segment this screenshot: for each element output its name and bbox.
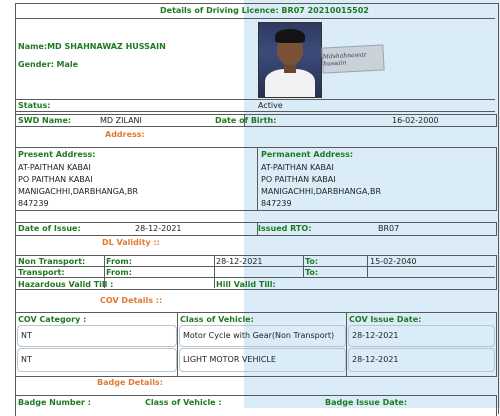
divider bbox=[303, 255, 304, 277]
cov-header-date: COV Issue Date: bbox=[349, 315, 422, 324]
present-address-label: Present Address: bbox=[18, 150, 96, 159]
non-transport-from-label: From: bbox=[106, 257, 132, 266]
issued-rto-label: Issued RTO: bbox=[258, 224, 312, 233]
cov-row-class: LIGHT MOTOR VEHICLE bbox=[183, 355, 276, 364]
transport-from-label: From: bbox=[106, 268, 132, 277]
present-address-line: 847239 bbox=[18, 199, 49, 208]
divider bbox=[214, 255, 215, 288]
badge-header-number: Badge Number : bbox=[18, 398, 91, 407]
swd-label: SWD Name: bbox=[18, 116, 72, 125]
permanent-address-line: PO PAITHAN KABAI bbox=[261, 175, 336, 184]
gender-row bbox=[18, 60, 78, 69]
divider bbox=[177, 312, 178, 376]
divider bbox=[15, 266, 495, 267]
badge-header-date: Badge Issue Date: bbox=[325, 398, 408, 407]
permanent-address-label: Permanent Address: bbox=[261, 150, 354, 159]
permanent-address-line: AT-PAITHAN KABAI bbox=[261, 163, 334, 172]
holder-photo bbox=[258, 22, 322, 98]
cov-row-category: NT bbox=[21, 331, 32, 340]
transport-label: Transport: bbox=[18, 268, 65, 277]
hill-label: Hill Valid Till: bbox=[216, 280, 276, 289]
transport-to-label: To: bbox=[305, 268, 319, 277]
permanent-address-line: 847239 bbox=[261, 199, 292, 208]
present-address bbox=[18, 162, 138, 210]
issue-date-label: Date of Issue: bbox=[18, 224, 81, 233]
status-value: Active bbox=[258, 101, 283, 110]
issue-date: 28-12-2021 bbox=[135, 224, 182, 233]
divider bbox=[346, 312, 347, 376]
status-label: Status: bbox=[18, 101, 51, 110]
dob-label: Date of Birth: bbox=[215, 116, 277, 125]
address-section-title: Address: bbox=[105, 130, 145, 139]
badge-section-title: Badge Details: bbox=[97, 378, 163, 387]
issue-row-box bbox=[15, 222, 497, 236]
name-row bbox=[18, 42, 166, 51]
cov-row-category: NT bbox=[21, 355, 32, 364]
dob-value: 16-02-2000 bbox=[392, 116, 439, 125]
badge-header-class: Class of Vehicle : bbox=[145, 398, 222, 407]
cov-header-class: Class of Vehicle: bbox=[180, 315, 254, 324]
non-transport-label: Non Transport: bbox=[18, 257, 86, 266]
swd-value: MD ZILANI bbox=[100, 116, 142, 125]
divider bbox=[15, 99, 495, 100]
holder-signature bbox=[321, 44, 384, 73]
non-transport-to: 15-02-2040 bbox=[370, 257, 417, 266]
divider bbox=[257, 147, 258, 210]
cov-row-date: 28-12-2021 bbox=[352, 355, 399, 364]
photo-shirt bbox=[265, 69, 315, 98]
divider bbox=[104, 255, 105, 288]
holder-gender: Male bbox=[56, 60, 79, 69]
cov-header-category: COV Category : bbox=[18, 315, 87, 324]
permanent-address bbox=[261, 162, 381, 210]
validity-section-title: DL Validity :: bbox=[102, 238, 160, 247]
divider bbox=[15, 111, 495, 112]
name-label: Name: bbox=[18, 42, 48, 51]
present-address-line: PO PAITHAN KABAI bbox=[18, 175, 93, 184]
non-transport-from: 28-12-2021 bbox=[216, 257, 263, 266]
hazardous-label: Hazardous Valid Till : bbox=[18, 280, 114, 289]
present-address-line: MANIGACHHI,DARBHANGA,BR bbox=[18, 187, 139, 196]
permanent-address-line: MANIGACHHI,DARBHANGA,BR bbox=[261, 187, 382, 196]
divider bbox=[15, 18, 495, 19]
signature-text: Mdshahnawaz hussain bbox=[322, 51, 367, 68]
cov-row-date: 28-12-2021 bbox=[352, 331, 399, 340]
issued-rto: BR07 bbox=[378, 224, 400, 233]
holder-name: MD SHAHNAWAZ HUSSAIN bbox=[47, 42, 166, 51]
non-transport-to-label: To: bbox=[305, 257, 319, 266]
divider bbox=[15, 277, 495, 278]
divider bbox=[367, 255, 368, 277]
photo-hair bbox=[275, 29, 305, 43]
present-address-line: AT-PAITHAN KABAI bbox=[18, 163, 91, 172]
cov-row-class: Motor Cycle with Gear(Non Transport) bbox=[183, 331, 335, 340]
cov-section-title: COV Details :: bbox=[100, 296, 163, 305]
gender-label: Gender: bbox=[18, 60, 54, 69]
cov-cell bbox=[17, 325, 177, 347]
cov-cell bbox=[17, 348, 177, 372]
page-title: Details of Driving Licence: BR07 20210015502 bbox=[160, 6, 369, 15]
